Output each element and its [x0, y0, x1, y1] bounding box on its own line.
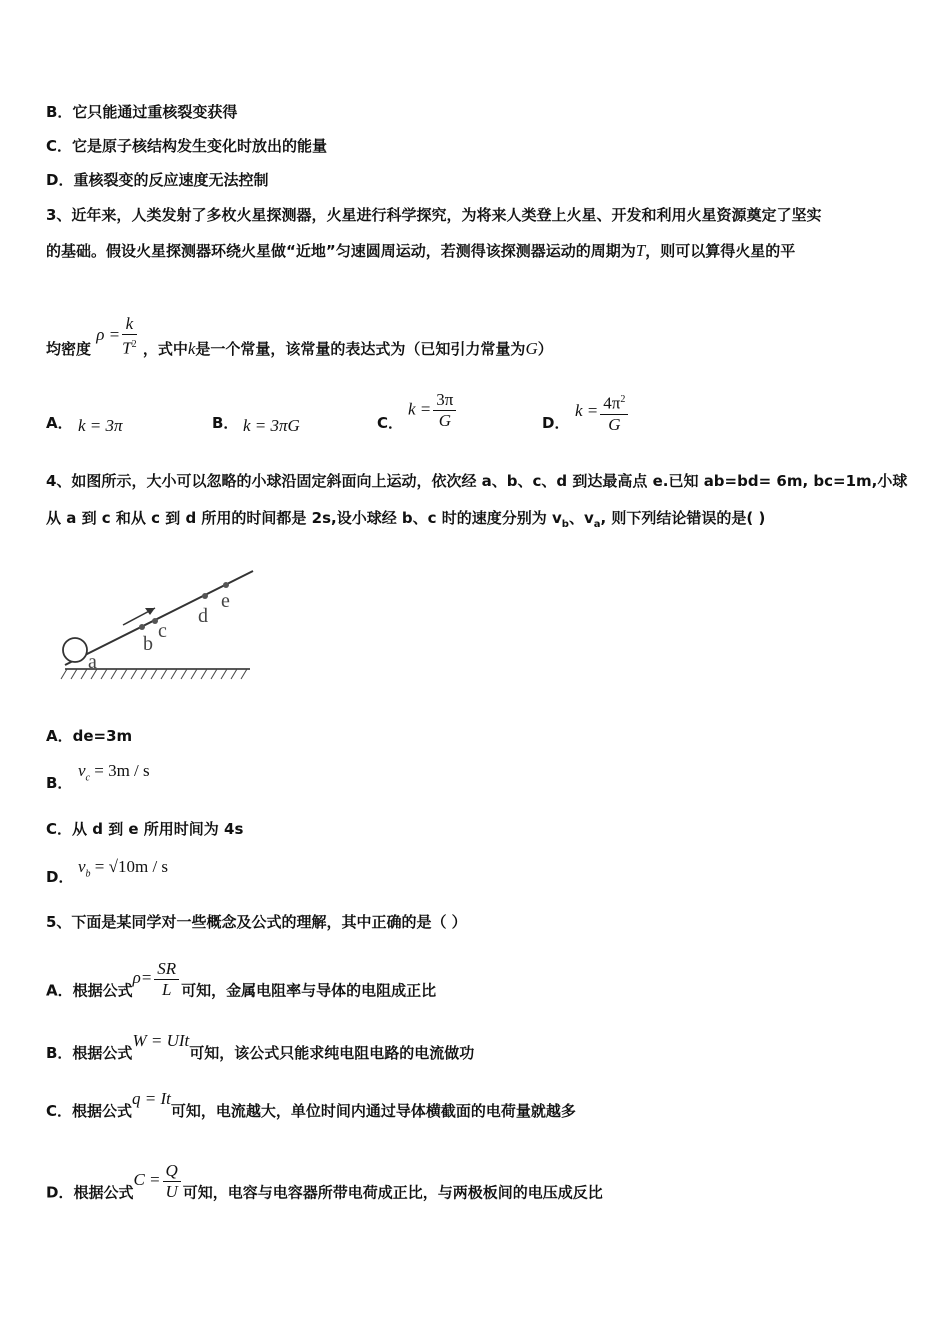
q5-option-d: D．根据公式C = $\frac{Q}{U}$ 可知，电容与电容器所带电荷成正比，与两极板间的电压成反比 [46, 1161, 603, 1202]
q5-b-formula: W = UIt [132, 1031, 190, 1050]
q4-option-a: A．de=3m [46, 727, 133, 745]
density-formula: ρ = $\frac{k}{T^2}$ [96, 314, 137, 358]
q3-stem-line1: 3、近年来，人类发射了多枚火星探测器，火星进行科学探究，为将来人类登上火星、开发和利用火星资源奠定了坚实 [46, 206, 822, 224]
q4-option-b-label: B． [46, 774, 73, 792]
q5-option-c: C．根据公式q = It可知，电流越大，单位时间内通过导体横截面的电荷量就越多 [46, 1089, 576, 1120]
q3-option-c-formula: k = $\frac{3\pi}{G}$ [408, 390, 458, 431]
label-b: b [143, 633, 153, 655]
q3-option-c-label: C． [377, 414, 404, 432]
q3-stem-line3: 均密度 ρ = $\frac{k}{T^2}$ ，式中k是一个常量，该常量的表达式为（已知引力常量为G） [46, 314, 553, 359]
q4-option-d-formula: $v_b = √10m / s$ [78, 857, 169, 880]
motion-arrow-head [145, 608, 155, 615]
label-e: e [221, 590, 230, 612]
q3-option-b-formula: k = 3πG [243, 416, 300, 435]
q5-option-b: B．根据公式W = UIt可知，该公式只能求纯电阻电路的电流做功 [46, 1031, 475, 1062]
q5-c-formula: q = It [132, 1089, 171, 1108]
q3-stem-line2: 的基础。假设火星探测器环绕火星做“近地”匀速圆周运动，若测得该探测器运动的周期为T，则可以算得火星的平 [46, 241, 796, 260]
label-a: a [88, 651, 97, 673]
q5-option-a: A．根据公式ρ= $\frac{SR}{L}$ 可知，金属电阻率与导体的电阻成正比 [46, 959, 437, 1000]
q3-option-d-formula: k = $\frac{4\pi^2}{G}$ [575, 390, 630, 435]
q5-d-formula: C = $\frac{Q}{U}$ [133, 1170, 182, 1189]
incline-figure [55, 565, 260, 687]
q2-option-c: C．它是原子核结构发生变化时放出的能量 [46, 137, 328, 155]
q3-option-a-formula: k = 3π [78, 416, 123, 435]
q5-a-formula: ρ= $\frac{SR}{L}$ [133, 968, 182, 987]
q2-option-d: D．重核裂变的反应速度无法控制 [46, 171, 269, 189]
q4-option-d-label: D． [46, 868, 74, 886]
point-d [202, 593, 208, 599]
q4-stem-line1: 4、如图所示，大小可以忽略的小球沿固定斜面向上运动，依次经 a、b、c、d 到达最高点 e.已知 ab=bd= 6m, bc=1m,小球 [46, 472, 908, 490]
point-b [139, 624, 145, 630]
q2-option-b: B．它只能通过重核裂变获得 [46, 103, 238, 121]
q5-stem: 5、下面是某同学对一些概念及公式的理解，其中正确的是（ ） [46, 913, 467, 931]
q3-option-d-label: D． [542, 414, 570, 432]
q3-option-a-label: A． [46, 414, 73, 432]
q4-option-c: C．从 d 到 e 所用时间为 4s [46, 820, 244, 838]
ball [63, 638, 87, 662]
label-d: d [198, 605, 208, 627]
q3-option-b-label: B． [212, 414, 239, 432]
q4-option-b-formula: $v_c = 3m / s$ [78, 761, 150, 784]
point-e [223, 582, 229, 588]
label-c: c [158, 620, 167, 642]
q4-stem-line2: 从 a 到 c 和从 c 到 d 所用的时间都是 2s,设小球经 b、c 时的速度分别为 $v_b$、$v_a$, 则下列结论错误的是( ) [46, 509, 766, 530]
